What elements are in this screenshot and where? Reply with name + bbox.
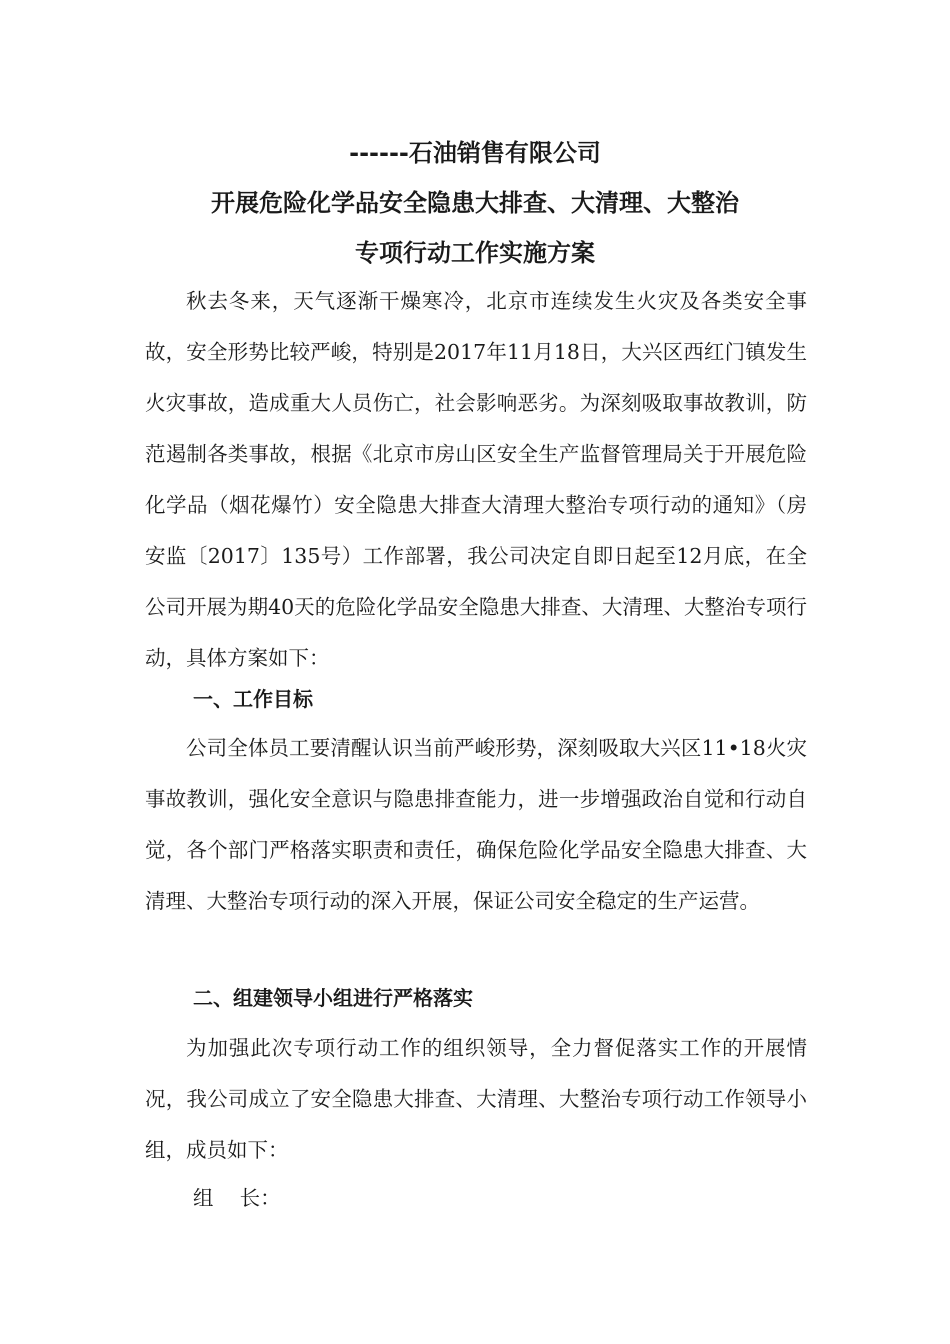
section-heading-work-goal: 一、工作目标 [193, 687, 313, 711]
leadership-paragraph: 为加强此次专项行动工作的组织领导，全力督促落实工作的开展情况，我公司成立了安全隐患大排查、大清理、大整治专项行动工作领导小组，成员如下： [145, 1036, 807, 1162]
group-leader-label: 组 长： [193, 1186, 281, 1210]
plan-title-line-2: 专项行动工作实施方案 [355, 239, 595, 267]
plan-title-line-1: 开展危险化学品安全隐患大排查、大清理、大整治 [211, 189, 739, 217]
section-heading-leadership-group: 二、组建领导小组进行严格落实 [193, 986, 473, 1010]
goal-paragraph: 公司全体员工要清醒认识当前严峻形势，深刻吸取大兴区11•18火灾事故教训，强化安全意识与隐患排查能力，进一步增强政治自觉和行动自觉，各个部门严格落实职责和责任，确保危险化学品安全隐患大排查、大清理、大整治专项行动的深入开展，保证公司安全稳定的生产运营。 [145, 736, 807, 913]
company-title: ------石油销售有限公司 [349, 139, 601, 167]
intro-paragraph: 秋去冬来，天气逐渐干燥寒冷，北京市连续发生火灾及各类安全事故，安全形势比较严峻，特别是2017年11月18日，大兴区西红门镇发生火灾事故，造成重大人员伤亡，社会影响恶劣。为深刻吸取事故教训，防范遏制各类事故，根据《北京市房山区安全生产监督管理局关于开展危险化学品（烟花爆竹）安全隐患大排查大清理大整治专项行动的通知》（房安监〔2017〕135号）工作部署，我公司决定自即日起至12月底，在全公司开展为期40天的危险化学品安全隐患大排查、大清理、大整治专项行动，具体方案如下： [145, 289, 807, 670]
